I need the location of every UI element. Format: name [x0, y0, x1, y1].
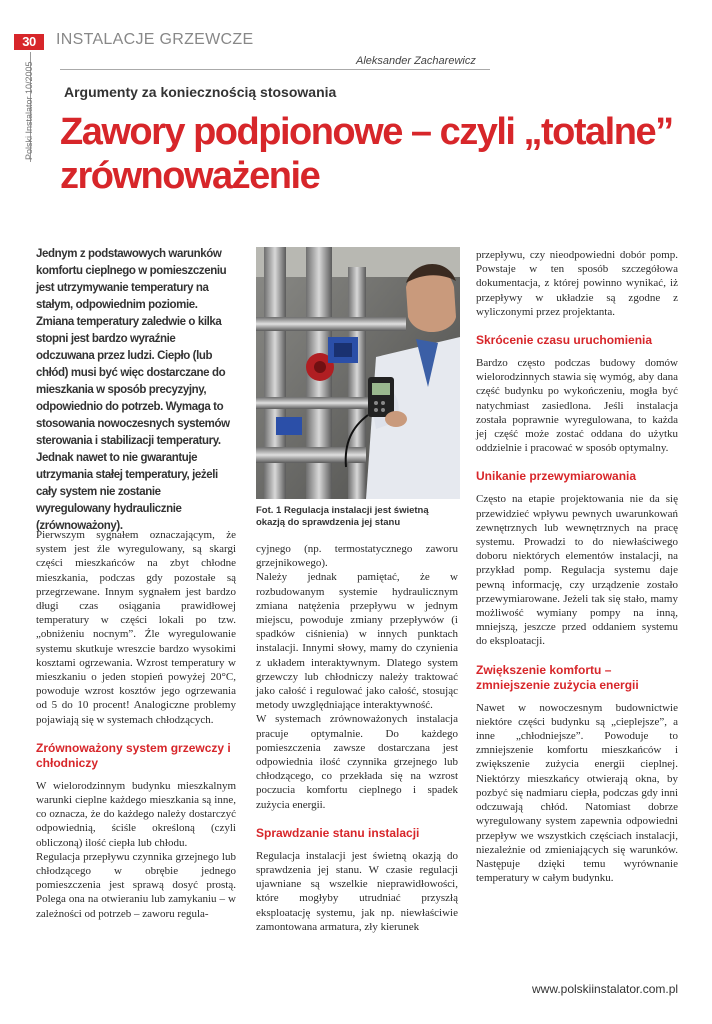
- body-column-1: [36, 528, 236, 921]
- subheading: Zrównoważony system grzewczy i chłodniczy: [36, 740, 231, 770]
- photo-technician-illustration: [256, 247, 460, 499]
- paragraph: Regulacja przepływu czynnika grzejnego lub chłodzącego w obrębie jednego pomieszczenia jest sprawą dosyć prostą. Polega ona na otwieraniu lub zamykaniu – w zależności od potrzeb – zaworu regula-: [36, 850, 236, 920]
- body-column-2: [256, 542, 458, 934]
- section-title: INSTALACJE GRZEWCZE: [56, 31, 254, 48]
- paragraph: W wielorodzinnym budynku mieszkalnym warunki cieplne każdego mieszkania są inne, co oznacza, że do każdego należy dostarczyć odpowiednią, ściśle określoną (czyli obliczoną) ilość ciepła lub chłodu.: [36, 779, 236, 849]
- paragraph: cyjnego (np. termostatycznego zaworu grzejnikowego).: [256, 543, 458, 570]
- paragraph: Bardzo często podczas budowy domów wielorodzinnych stawia się wymóg, aby dana część budynku po wykończeniu, mogła być natychmiast zasiedlona. Jeśli instalacja została poprawnie wyregulowana, to każda jej część może zostać oddana do użytku oddzielnie i pracować w sposób optymalny.: [476, 357, 678, 455]
- magazine-issue-label: Polski Instalator 10/2005: [24, 61, 34, 160]
- header-rule: [60, 69, 490, 70]
- body-column-3: [476, 248, 678, 885]
- article-photo: [256, 247, 460, 499]
- photo-caption: Fot. 1 Regulacja instalacji jest świetną okazją do sprawdzenia jej stanu: [256, 505, 429, 528]
- subheading: Skrócenie czasu uruchomienia: [476, 333, 653, 348]
- website-link[interactable]: www.polskiinstalator.com.pl: [532, 982, 679, 996]
- paragraph: Regulacja instalacji jest świetną okazją do sprawdzenia jej stanu. W czasie regulacji ujawniane są wszelkie nieprawidłowości, które mogłyby utrudniać przyszłą eksploatację systemu, jak np. niewłaściwie zamontowana armatura, zły kierunek: [256, 849, 458, 933]
- article-title: Zawory podpionowe – czyli „totalne” zrównoważenie: [60, 111, 673, 197]
- paragraph: przepływu, czy nieodpowiedni dobór pomp. Powstaje w ten sposób szczegółowa dokumentacja, z której powinno wynikać, iż przepływy w układzie są zgodne z wyliczonymi przez projektanta.: [476, 249, 678, 318]
- subheading: Sprawdzanie stanu instalacji: [256, 825, 420, 840]
- paragraph: W systemach zrównoważonych instalacja pracuje optymalnie. Do każdego pomieszczenia zawsze dostarczana jest odpowiednia ilość czynnika grzejnego lub chłodzącego, co przekłada się na wzrost poczucia komfortu cieplnego i spadek zużycia energii.: [256, 713, 458, 811]
- subheading: Unikanie przewymiarowania: [476, 469, 637, 484]
- paragraph: Należy jednak pamiętać, że w rozbudowanym systemie hydraulicznym zmiana natężenia przepływu w jednym miejscu, powoduje zmiany przepływów (i spadków ciśnienia) w innych punktach instalacji. Innymi słowy, mamy do czynienia z układem interaktywnym. Dlatego system grzewczy lub chłodniczy należy traktować jako całość i regulować jako całość, stosując metody uwzględniające interaktywność.: [256, 571, 458, 712]
- paragraph: Nawet w nowoczesnym budownictwie niektóre części budynku są „cieplejsze”, a inne „chłodniejsze”. Powoduje to zmniejszenie komfortu mieszkańców i zwiększenie zużycia energii cieplnej. Niektórzy mieszkańcy otwierają okna, by pozbyć się nadmiaru ciepła, podczas gdy inni odczuwają chłód. Natomiast dobrze wyregulowany system zapewnia odpowiedni przepływ we wszystkich częściach instalacji, niezależnie od zmieniających się warunków. Następuje dzięki temu wyrównanie temperatury w całym budynku.: [476, 701, 678, 885]
- paragraph: Pierwszym sygnałem oznaczającym, że system jest źle wyregulowany, są skargi części mieszkańców na zbyt chłodne mieszkania, podczas gdy pozostałe są przegrzewane. Innym sygnałem jest bardzo długi czas osiągania prawidłowej temperatury w części lokali po tzw. „obniżeniu nocnym”. Źle wyregulowanie systemu skutkuje wreszcie bardzo wysokimi kosztami ogrzewania. Wzrost temperatury w mieszkaniu o jeden stopień powyżej 20°C, powoduje wzrost kosztów jego ogrzewania od 5 do 10 procent! Analogiczne problemy pojawiają się w systemach chłodzących.: [36, 529, 236, 726]
- paragraph: Często na etapie projektowania nie da się przewidzieć wpływu pewnych uwarunkowań zewnętrznych lub wewnętrznych na pracę systemu. Prowadzi to do niewłaściwego doboru niektórych elementów instalacji, na przykład pomp. Regulacja systemu daje pewną informację, czy urządzenie zostało przewymiarowane. Jeżeli tak się stało, mamy możliwość wymiany pompy na inną, mniejszą, jeszcze przed oddaniem systemu do eksploatacji.: [476, 493, 678, 648]
- author-name: Aleksander Zacharewicz: [356, 55, 476, 67]
- page-number: 30: [14, 34, 44, 50]
- subheading: Zwiększenie komfortu – zmniejszenie zużycia energii: [476, 662, 639, 692]
- article-lead: Jednym z podstawowych warunków komfortu cieplnego w pomieszczeniu jest utrzymywanie temperatury na stałym, odpowiednim poziomie. Zmiana temperatury zaledwie o kilka stopni jest bardzo wyraźnie odczuwana przez ludzi. Ciepło (lub chłód) musi być więc dostarczane do mieszkania w sposób precyzyjny, odpowiednio do potrzeb. Wymaga to stosowania nowoczesnych systemów sterowania i stabilizacji temperatury. Jednak nawet to nie gwarantuje utrzymania stałej temperatury, jeżeli cały system nie zostanie wyregulowany hydraulicznie (zrównoważony).: [36, 248, 230, 532]
- article-kicker: Argumenty za koniecznością stosowania: [64, 84, 337, 100]
